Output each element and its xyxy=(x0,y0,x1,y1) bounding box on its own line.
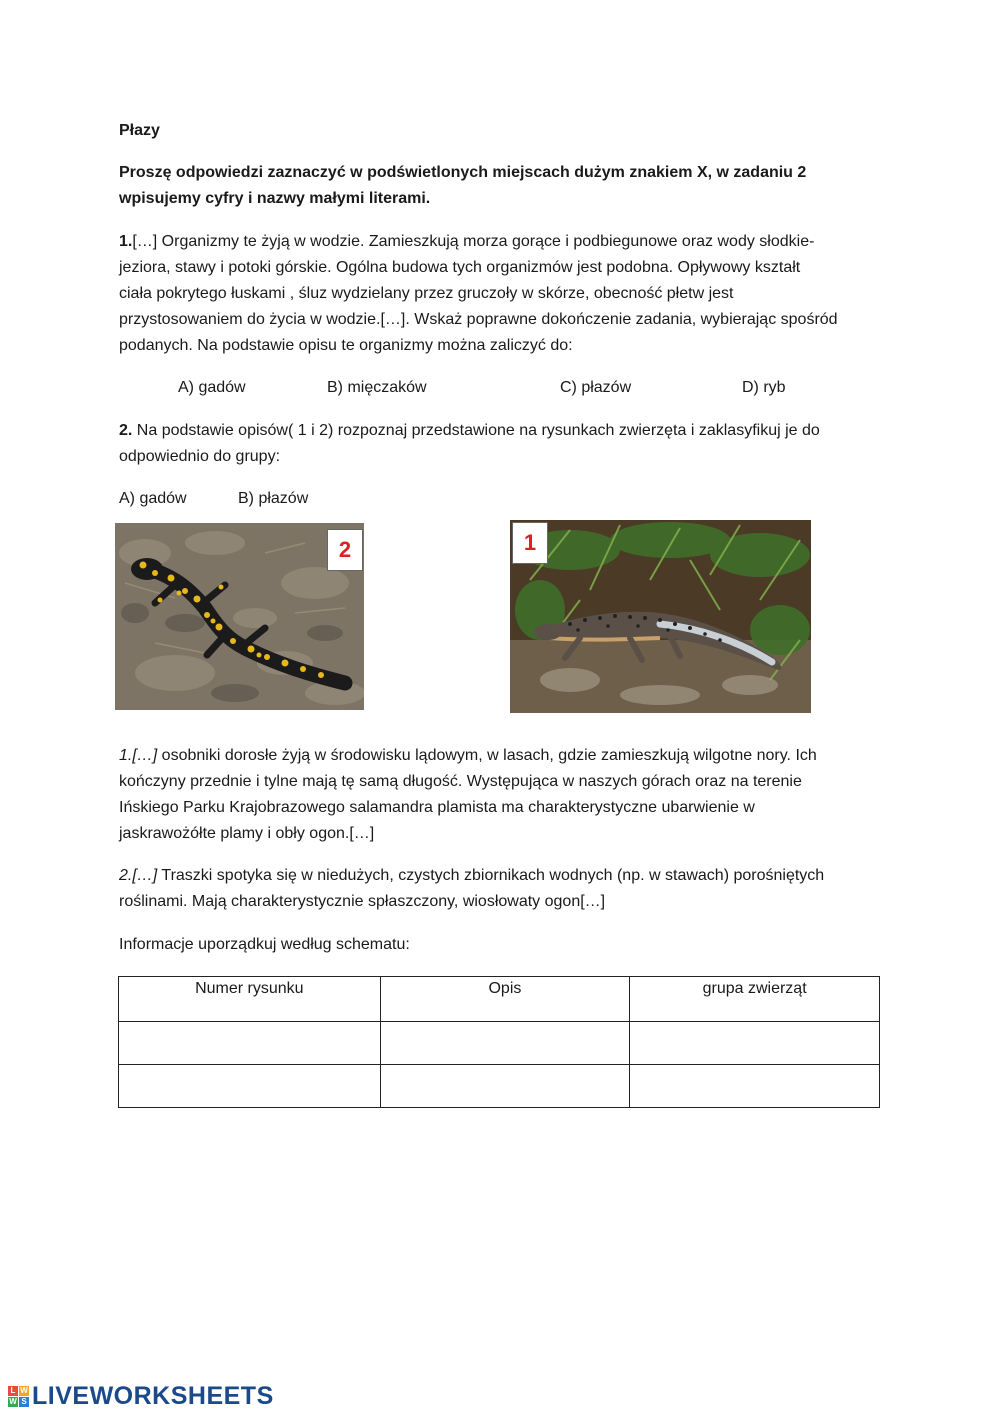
header-numer-rysunku: Numer rysunku xyxy=(119,977,381,1022)
question-1 xyxy=(119,229,879,359)
header-grupa-zwierzat: grupa zwierząt xyxy=(630,977,880,1022)
question-2-number: 2. xyxy=(119,422,133,439)
group-b: B) płazów xyxy=(238,490,309,507)
question-1-line-5: podanych. Na podstawie opisu te organizmy można zaliczyć do: xyxy=(119,337,573,354)
photo-label-2: 2 xyxy=(327,529,363,571)
logo-text: LIVEWORKSHEETS xyxy=(32,1381,274,1410)
instruction-line-2: wpisujemy cyfry i nazwy małymi literami. xyxy=(119,190,431,207)
photo-label-1: 1 xyxy=(512,522,548,564)
option-b[interactable]: B) mięczaków xyxy=(327,379,427,396)
answer-cell-opis-1[interactable] xyxy=(380,1022,630,1065)
description-1-prefix: 1.[…] xyxy=(119,747,158,764)
description-2-line-1: Traszki spotyka się w niedużych, czystych zbiornikach wodnych (np. w stawach) porośniętych xyxy=(157,867,825,884)
question-1-line-2: jeziora, stawy i potoki górskie. Ogólna budowa tych organizmów jest podobna. Opływowy kształt xyxy=(119,259,801,276)
page-title: Płazy xyxy=(119,122,160,139)
description-1 xyxy=(119,743,879,847)
description-2 xyxy=(119,863,879,915)
question-1-number: 1. xyxy=(119,233,133,250)
logo-blocks-icon: L W W S xyxy=(9,1385,28,1406)
table-row xyxy=(119,1065,880,1108)
description-1-line-2: kończyny przednie i tylne mają tę samą długość. Występująca w naszych górach oraz na terenie xyxy=(119,773,802,790)
info-text: Informacje uporządkuj według schematu: xyxy=(119,936,410,953)
description-2-line-2: roślinami. Mają charakterystycznie spłaszczony, wiosłowaty ogon[…] xyxy=(119,893,606,910)
question-1-line-1: […] Organizmy te żyją w wodzie. Zamieszkują morza gorące i podbiegunowe oraz wody słodkie- xyxy=(132,233,815,250)
table-row xyxy=(119,1022,880,1065)
liveworksheets-logo[interactable] xyxy=(8,1381,274,1411)
question-1-line-3: ciała pokrytego łuskami , śluz wydzielany przez gruczoły w skórze, obecność płetw jest xyxy=(119,285,734,302)
table-header-row xyxy=(119,977,880,1022)
option-a[interactable]: A) gadów xyxy=(178,379,246,396)
newt-image xyxy=(510,520,811,713)
question-1-line-4: przystosowaniem do życia w wodzie.[…]. Wskaż poprawne dokończenie zadania, wybierając spośród xyxy=(119,311,838,328)
description-2-prefix: 2.[…] xyxy=(119,867,158,884)
option-d[interactable]: D) ryb xyxy=(742,379,786,396)
header-opis: Opis xyxy=(380,977,630,1022)
answer-cell-numer-1[interactable] xyxy=(119,1022,381,1065)
answer-table xyxy=(118,976,880,1108)
salamander-photo xyxy=(115,523,364,710)
instruction-line-1: Proszę odpowiedzi zaznaczyć w podświetlonych miejscach dużym znakiem X, w zadaniu 2 xyxy=(119,164,807,181)
answer-cell-opis-2[interactable] xyxy=(380,1065,630,1108)
answer-cell-grupa-1[interactable] xyxy=(630,1022,880,1065)
description-1-line-3: Ińskiego Parku Krajobrazowego salamandra plamista ma charakterystyczne ubarwienie w xyxy=(119,799,755,816)
option-c[interactable]: C) płazów xyxy=(560,379,632,396)
answer-cell-numer-2[interactable] xyxy=(119,1065,381,1108)
question-2-line-2: odpowiednio do grupy: xyxy=(119,448,281,465)
description-1-line-4: jaskrawożółte plamy i obły ogon.[…] xyxy=(119,825,375,842)
question-2-line-1: Na podstawie opisów( 1 i 2) rozpoznaj przedstawione na rysunkach zwierzęta i zaklasyfikuj je do xyxy=(132,422,820,439)
group-a: A) gadów xyxy=(119,490,187,507)
instruction xyxy=(119,160,879,212)
answer-cell-grupa-2[interactable] xyxy=(630,1065,880,1108)
description-1-line-1: osobniki dorosłe żyją w środowisku lądowym, w lasach, gdzie zamieszkują wilgotne nory. Ich xyxy=(157,747,817,764)
newt-photo xyxy=(510,520,811,713)
question-2 xyxy=(119,418,879,470)
